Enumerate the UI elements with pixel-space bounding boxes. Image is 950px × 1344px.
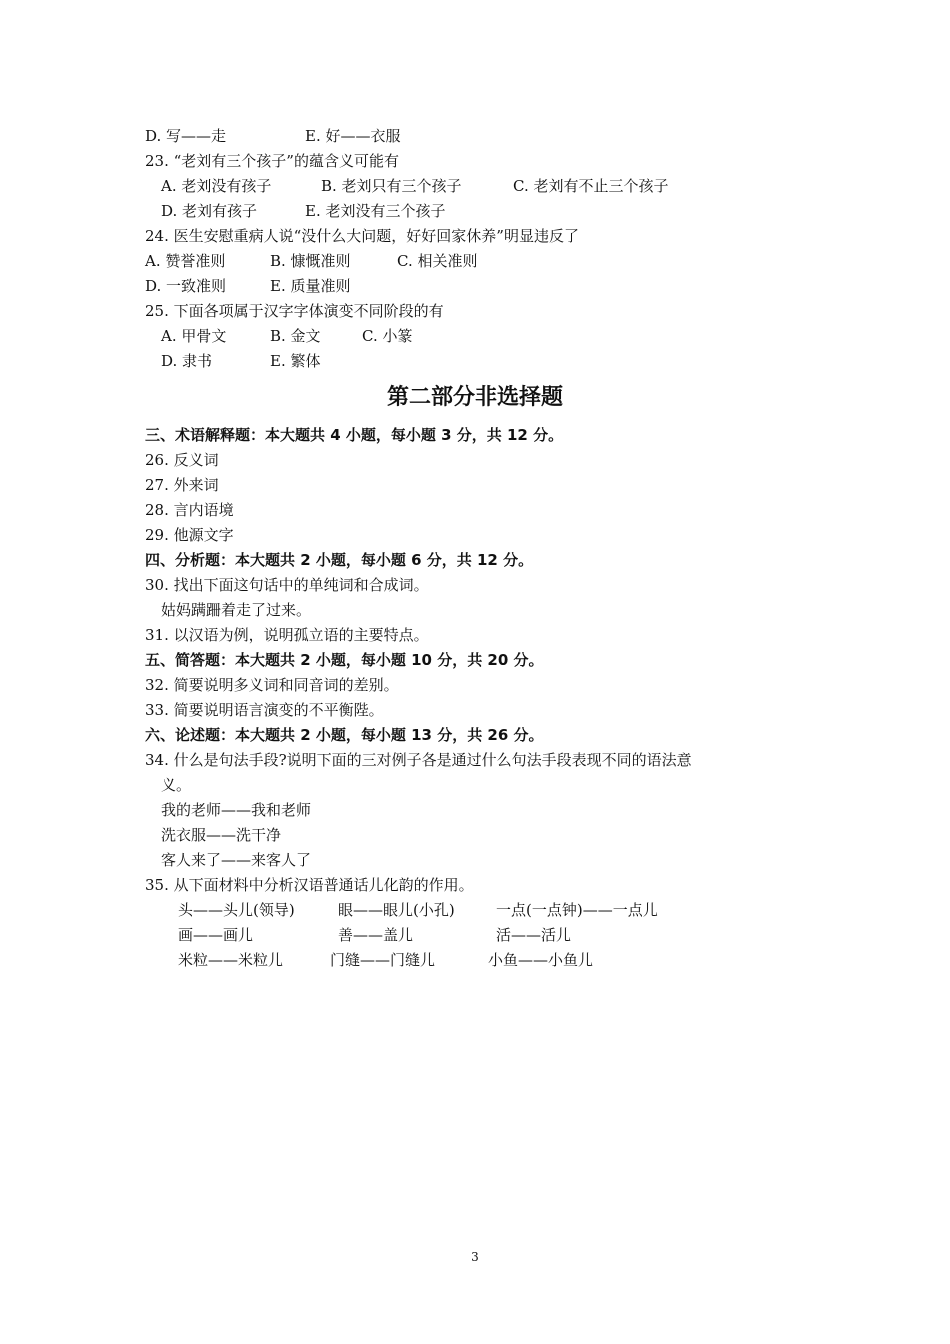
section4-heading: 四、分析题：本大题共 2 小题，每小题 6 分，共 12 分。 xyxy=(145,551,534,569)
q25-option-d: D. 隶书 xyxy=(161,352,213,370)
q25-option-b: B. 金文 xyxy=(270,327,321,345)
q34-example-2: 洗衣服——洗干净 xyxy=(161,826,282,844)
q28: 28. 言内语境 xyxy=(145,501,234,519)
section6-heading: 六、论述题：本大题共 2 小题，每小题 13 分，共 26 分。 xyxy=(145,726,544,744)
q25-option-a: A. 甲骨文 xyxy=(161,327,227,345)
q35-item: 米粒——米粒儿 xyxy=(178,951,284,969)
q24-stem: 24. 医生安慰重病人说“没什么大问题，好好回家休养”明显违反了 xyxy=(145,227,579,245)
q34-example-3: 客人来了——来客人了 xyxy=(161,851,312,869)
q35-item: 善——盖儿 xyxy=(338,926,414,944)
q29: 29. 他源文字 xyxy=(145,526,234,544)
section3-heading: 三、术语解释题：本大题共 4 小题，每小题 3 分，共 12 分。 xyxy=(145,426,564,444)
q31: 31. 以汉语为例，说明孤立语的主要特点。 xyxy=(145,626,429,644)
q25-options-row1 xyxy=(0,326,950,346)
q23-option-d: D. 老刘有孩子 xyxy=(161,202,258,220)
q34-line1: 34. 什么是句法手段?说明下面的三对例子各是通过什么句法手段表现不同的语法意 xyxy=(145,751,692,769)
q26: 26. 反义词 xyxy=(145,451,219,469)
q22-option-e: E. 好——衣服 xyxy=(305,127,401,145)
q23-option-e: E. 老刘没有三个孩子 xyxy=(305,202,446,220)
q33: 33. 简要说明语言演变的不平衡陛。 xyxy=(145,701,384,719)
q35-material-row3 xyxy=(0,950,950,970)
q25-option-e: E. 繁体 xyxy=(270,352,321,370)
q24-option-e: E. 质量准则 xyxy=(270,277,351,295)
part2-title: 第二部分非选择题 xyxy=(386,385,563,410)
q23-options-row1 xyxy=(0,176,950,196)
q24-option-c: C. 相关准则 xyxy=(397,252,478,270)
q35-item: 眼——眼儿(小孔) xyxy=(338,901,455,919)
q35-material-row1 xyxy=(0,900,950,920)
q35-item: 一点(一点钟)——一点儿 xyxy=(496,901,658,919)
q35-material-row2 xyxy=(0,925,950,945)
q32: 32. 简要说明多义词和同音词的差别。 xyxy=(145,676,399,694)
q24-option-d: D. 一致准则 xyxy=(145,277,227,295)
q30: 30. 找出下面这句话中的单纯词和合成词。 xyxy=(145,576,429,594)
q24-options-row1 xyxy=(0,251,950,271)
q22-options-row xyxy=(0,126,950,146)
q22-option-d: D. 写——走 xyxy=(145,127,227,145)
q23-option-b: B. 老刘只有三个孩子 xyxy=(321,177,462,195)
q35-item: 活——活儿 xyxy=(496,926,572,944)
q35-item: 画——画儿 xyxy=(178,926,254,944)
q27: 27. 外来词 xyxy=(145,476,219,494)
q24-option-a: A. 赞誉准则 xyxy=(145,252,226,270)
q34-line2: 义。 xyxy=(161,776,192,794)
q35-item: 小鱼——小鱼儿 xyxy=(488,951,594,969)
q34-example-1: 我的老师——我和老师 xyxy=(161,801,312,819)
q35-item: 头——头儿(领导) xyxy=(178,901,295,919)
q23-stem: 23. “老刘有三个孩子”的蕴含义可能有 xyxy=(145,152,399,170)
q24-option-b: B. 慷慨准则 xyxy=(270,252,351,270)
q25-options-row2 xyxy=(0,351,950,371)
q23-option-c: C. 老刘有不止三个孩子 xyxy=(513,177,669,195)
q23-options-row2 xyxy=(0,201,950,221)
q25-option-c: C. 小篆 xyxy=(362,327,413,345)
q25-stem: 25. 下面各项属于汉字字体演变不同阶段的有 xyxy=(145,302,444,320)
q35-item: 门缝——门缝儿 xyxy=(330,951,436,969)
q23-option-a: A. 老刘没有孩子 xyxy=(161,177,272,195)
q30-sentence: 姑妈蹒跚着走了过来。 xyxy=(161,601,312,619)
q35: 35. 从下面材料中分析汉语普通话儿化韵的作用。 xyxy=(145,876,474,894)
section5-heading: 五、简答题：本大题共 2 小题，每小题 10 分，共 20 分。 xyxy=(145,651,544,669)
page-number: 3 xyxy=(471,1250,479,1264)
q24-options-row2 xyxy=(0,276,950,296)
